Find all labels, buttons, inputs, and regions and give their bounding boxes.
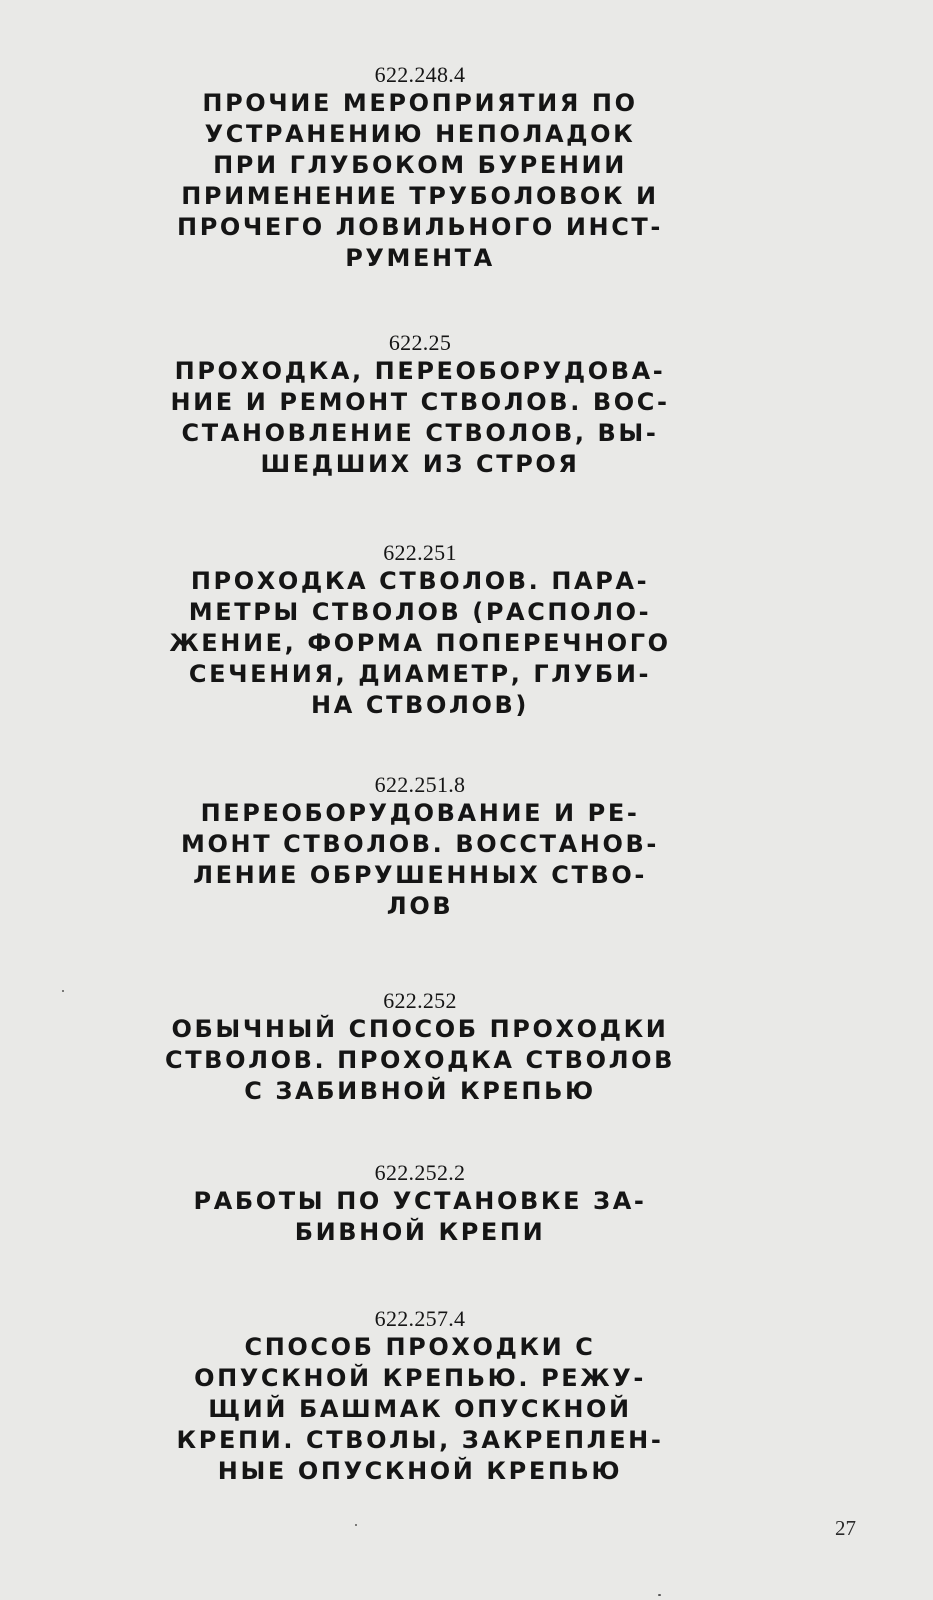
heading-line: РАБОТЫ ПО УСТАНОВКЕ ЗА- xyxy=(193,1187,647,1215)
heading-line: С ЗАБИВНОЙ КРЕПЬЮ xyxy=(244,1077,596,1105)
heading-line: ЛОВ xyxy=(386,892,454,920)
classification-entry-622-251-8 xyxy=(150,772,690,922)
heading-line: ЖЕНИЕ, ФОРМА ПОПЕРЕЧНОГО xyxy=(169,629,671,657)
heading-line: ЩИЙ БАШМАК ОПУСКНОЙ xyxy=(208,1395,632,1423)
heading-line: УСТРАНЕНИЮ НЕПОЛАДОК xyxy=(204,120,636,148)
heading-line: ПРОХОДКА СТВОЛОВ. ПАРА- xyxy=(190,567,650,595)
heading-line: ПРОХОДКА, ПЕРЕОБОРУДОВА- xyxy=(174,357,666,385)
heading-line: КРЕПИ. СТВОЛЫ, ЗАКРЕПЛЕН- xyxy=(176,1426,664,1454)
print-speck xyxy=(355,1524,357,1526)
classification-entry-622-248-4 xyxy=(150,62,690,274)
heading-line: СТАНОВЛЕНИЕ СТВОЛОВ, ВЫ- xyxy=(181,419,659,447)
heading-line: РУМЕНТА xyxy=(345,244,495,272)
heading-line: МЕТРЫ СТВОЛОВ (РАСПОЛО- xyxy=(188,598,652,626)
heading-line: НА СТВОЛОВ) xyxy=(311,691,529,719)
heading-line: СПОСОБ ПРОХОДКИ С xyxy=(244,1333,596,1361)
heading-line: ПРИМЕНЕНИЕ ТРУБОЛОВОК И xyxy=(181,182,659,210)
heading-line: НЫЕ ОПУСКНОЙ КРЕПЬЮ xyxy=(217,1457,623,1485)
udc-code: 622.252.2 xyxy=(374,1160,466,1185)
classification-entry-622-251 xyxy=(150,540,690,721)
heading-line: ОБЫЧНЫЙ СПОСОБ ПРОХОДКИ xyxy=(171,1015,669,1043)
print-speck xyxy=(658,1594,661,1596)
classification-entry-622-257-4 xyxy=(150,1306,690,1487)
udc-code: 622.248.4 xyxy=(374,62,466,87)
heading-line: МОНТ СТВОЛОВ. ВОССТАНОВ- xyxy=(181,830,659,858)
heading-line: НИЕ И РЕМОНТ СТВОЛОВ. ВОС- xyxy=(170,388,670,416)
heading-line: СТВОЛОВ. ПРОХОДКА СТВОЛОВ xyxy=(165,1046,675,1074)
heading-line: ОПУСКНОЙ КРЕПЬЮ. РЕЖУ- xyxy=(194,1364,646,1392)
udc-code: 622.251.8 xyxy=(374,772,466,797)
classification-entry-622-252 xyxy=(150,988,690,1107)
page-number: 27 xyxy=(835,1516,856,1540)
print-speck xyxy=(62,990,64,992)
heading-line: ЛЕНИЕ ОБРУШЕННЫХ СТВО- xyxy=(193,861,647,889)
classification-entry-622-25 xyxy=(150,330,690,480)
heading-line: ШЕДШИХ ИЗ СТРОЯ xyxy=(260,450,580,478)
udc-code: 622.251 xyxy=(383,540,457,565)
udc-code: 622.25 xyxy=(388,330,452,355)
heading-line: СЕЧЕНИЯ, ДИАМЕТР, ГЛУБИ- xyxy=(188,660,652,688)
heading-line: ПРОЧЕГО ЛОВИЛЬНОГО ИНСТ- xyxy=(177,213,663,241)
heading-line: ПЕРЕОБОРУДОВАНИЕ И РЕ- xyxy=(200,799,640,827)
udc-code: 622.252 xyxy=(383,988,457,1013)
udc-code: 622.257.4 xyxy=(374,1306,466,1331)
heading-line: ПРИ ГЛУБОКОМ БУРЕНИИ xyxy=(213,151,627,179)
classification-entry-622-252-2 xyxy=(150,1160,690,1248)
heading-line: ПРОЧИЕ МЕРОПРИЯТИЯ ПО xyxy=(202,89,638,117)
heading-line: БИВНОЙ КРЕПИ xyxy=(294,1218,546,1246)
